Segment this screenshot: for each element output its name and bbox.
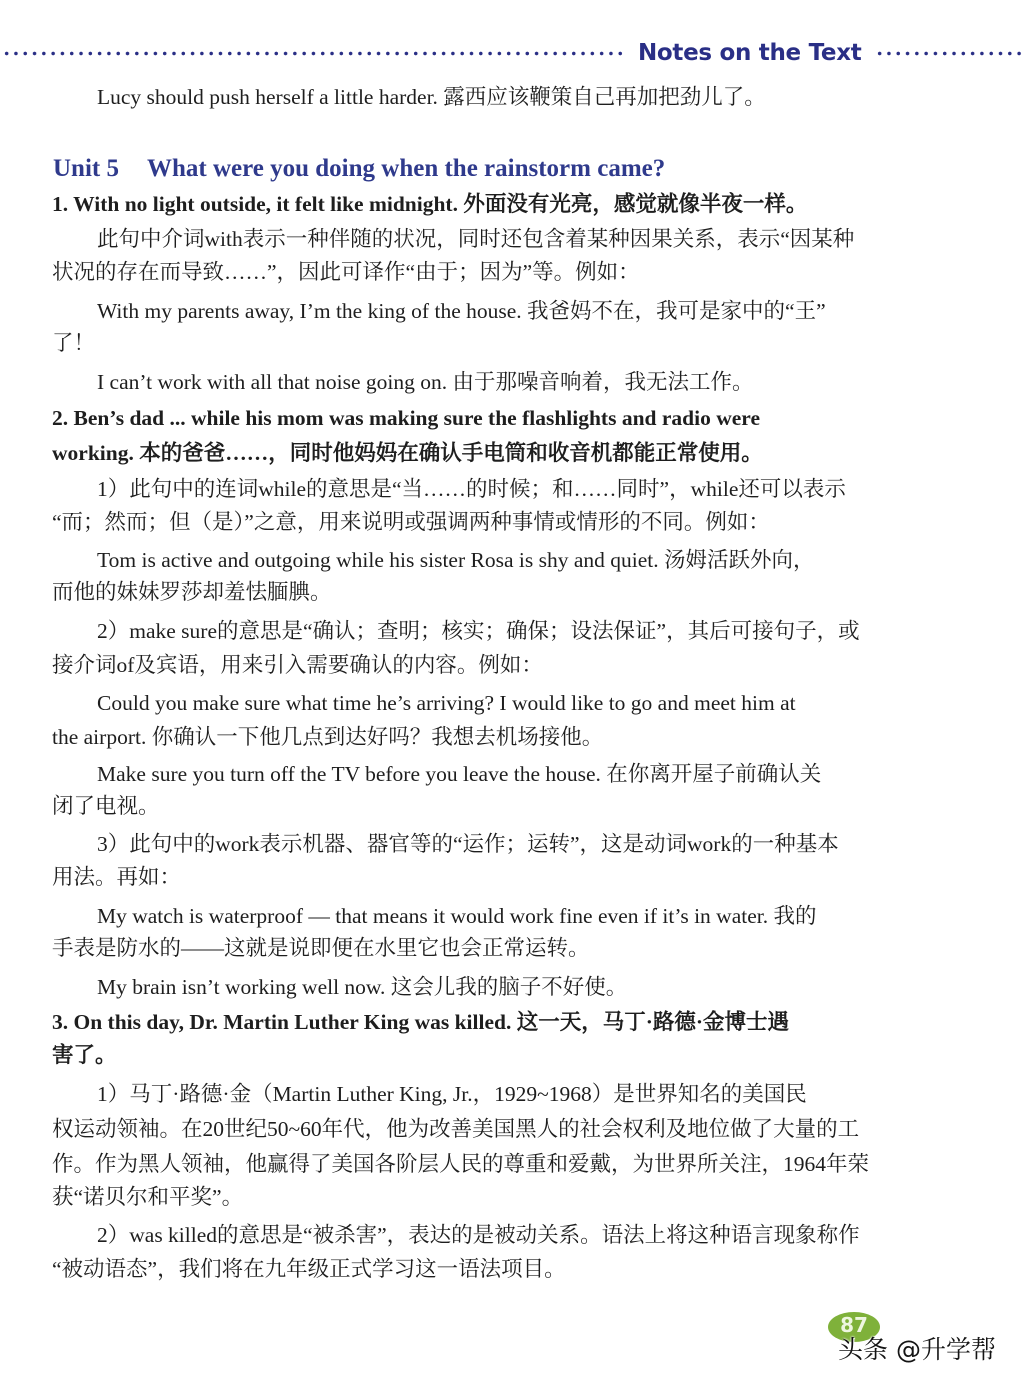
note-3-heading: 3. On this day, Dr. Martin Luther King was killed. 这一天，马丁·路德·金博士遇 <box>52 1010 790 1034</box>
note-2-example: the airport. 你确认一下他几点到达好吗？我想去机场接他。 <box>52 725 604 749</box>
note-2-example: Could you make sure what time he’s arriving? I would like to go and meet him at <box>97 691 796 715</box>
header-title: Notes on the Text <box>637 40 862 66</box>
note-3-body-line: 获“诺贝尔和平奖”。 <box>52 1185 244 1209</box>
note-1-heading: 1. With no light outside, it felt like midnight. 外面没有光亮，感觉就像半夜一样。 <box>52 192 808 216</box>
note-2-heading: 2. Ben’s dad ... while his mom was making sure the flashlights and radio were <box>52 406 760 430</box>
note-1-example: 了！ <box>52 331 96 355</box>
watermark: 头条 @升学帮 <box>838 1335 996 1364</box>
note-2-body-line: 2）make sure的意思是“确认；查明；核实；确保；设法保证”，其后可接句子，或 <box>97 619 860 643</box>
note-1-example: I can’t work with all that noise going on. 由于那噪音响着，我无法工作。 <box>97 370 754 394</box>
note-2-body-line: 接介词of及宾语，用来引入需要确认的内容。例如： <box>52 653 543 677</box>
note-2-body-line: 3）此句中的work表示机器、器官等的“运作；运转”，这是动词work的一种基本 <box>97 832 839 856</box>
note-2-example: 闭了电视。 <box>52 794 160 818</box>
note-3-body-line: 权运动领袖。在20世纪50~60年代，他为改善美国黑人的社会权利及地位做了大量的工 <box>52 1117 860 1141</box>
note-3-body-line: 1）马丁·路德·金（Martin Luther King, Jr.，1929~1968）是世界知名的美国民 <box>97 1082 807 1106</box>
note-2-body-line: 用法。再如： <box>52 865 182 889</box>
note-2-body-line: “而；然而；但（是）”之意，用来说明或强调两种事情或情形的不同。例如： <box>52 510 770 534</box>
unit-title: What were you doing when the rainstorm came? <box>146 155 666 182</box>
note-2-body-line: 1）此句中的连词while的意思是“当……的时候；和……同时”，while还可以表示 <box>97 477 846 501</box>
running-header <box>0 38 1024 68</box>
note-3-heading: 害了。 <box>52 1043 117 1067</box>
note-2-example: My watch is waterproof — that means it would work fine even if it’s in water. 我的 <box>97 904 817 928</box>
note-2-example: 而他的妹妹罗莎却羞怯腼腆。 <box>52 580 332 604</box>
unit-heading <box>53 155 665 183</box>
note-2-heading: working. 本的爸爸……，同时他妈妈在确认手电筒和收音机都能正常使用。 <box>52 441 763 465</box>
note-3-body-line: 2）was killed的意思是“被杀害”，表达的是被动关系。语法上将这种语言现象称作 <box>97 1223 860 1247</box>
dotted-rule-right <box>875 51 1024 56</box>
note-2-example: Tom is active and outgoing while his sister Rosa is shy and quiet. 汤姆活跃外向， <box>97 548 815 572</box>
unit-number: Unit 5 <box>53 155 119 182</box>
note-3-body-line: 作。作为黑人领袖，他赢得了美国各阶层人民的尊重和爱戴，为世界所关注，1964年荣 <box>52 1152 870 1176</box>
note-2-example: Make sure you turn off the TV before you leave the house. 在你离开屋子前确认关 <box>97 762 822 786</box>
note-1-body-line: 此句中介词with表示一种伴随的状况，同时还包含着某种因果关系，表示“因某种 <box>97 227 855 251</box>
note-2-example: 手表是防水的——这就是说即便在水里它也会正常运转。 <box>52 936 590 960</box>
note-2-example: My brain isn’t working well now. 这会儿我的脑子不好使。 <box>97 975 628 999</box>
note-1-example: With my parents away, I’m the king of the house. 我爸妈不在，我可是家中的“王” <box>97 299 826 323</box>
note-1-body-line: 状况的存在而导致……”，因此可译作“由于；因为”等。例如： <box>52 260 640 284</box>
intro-line: Lucy should push herself a little harder. 露西应该鞭策自己再加把劲儿了。 <box>97 85 766 109</box>
note-3-body-line: “被动语态”，我们将在九年级正式学习这一语法项目。 <box>52 1257 566 1281</box>
dotted-rule-left <box>2 51 624 56</box>
page-number-badge: 87 <box>828 1312 880 1342</box>
